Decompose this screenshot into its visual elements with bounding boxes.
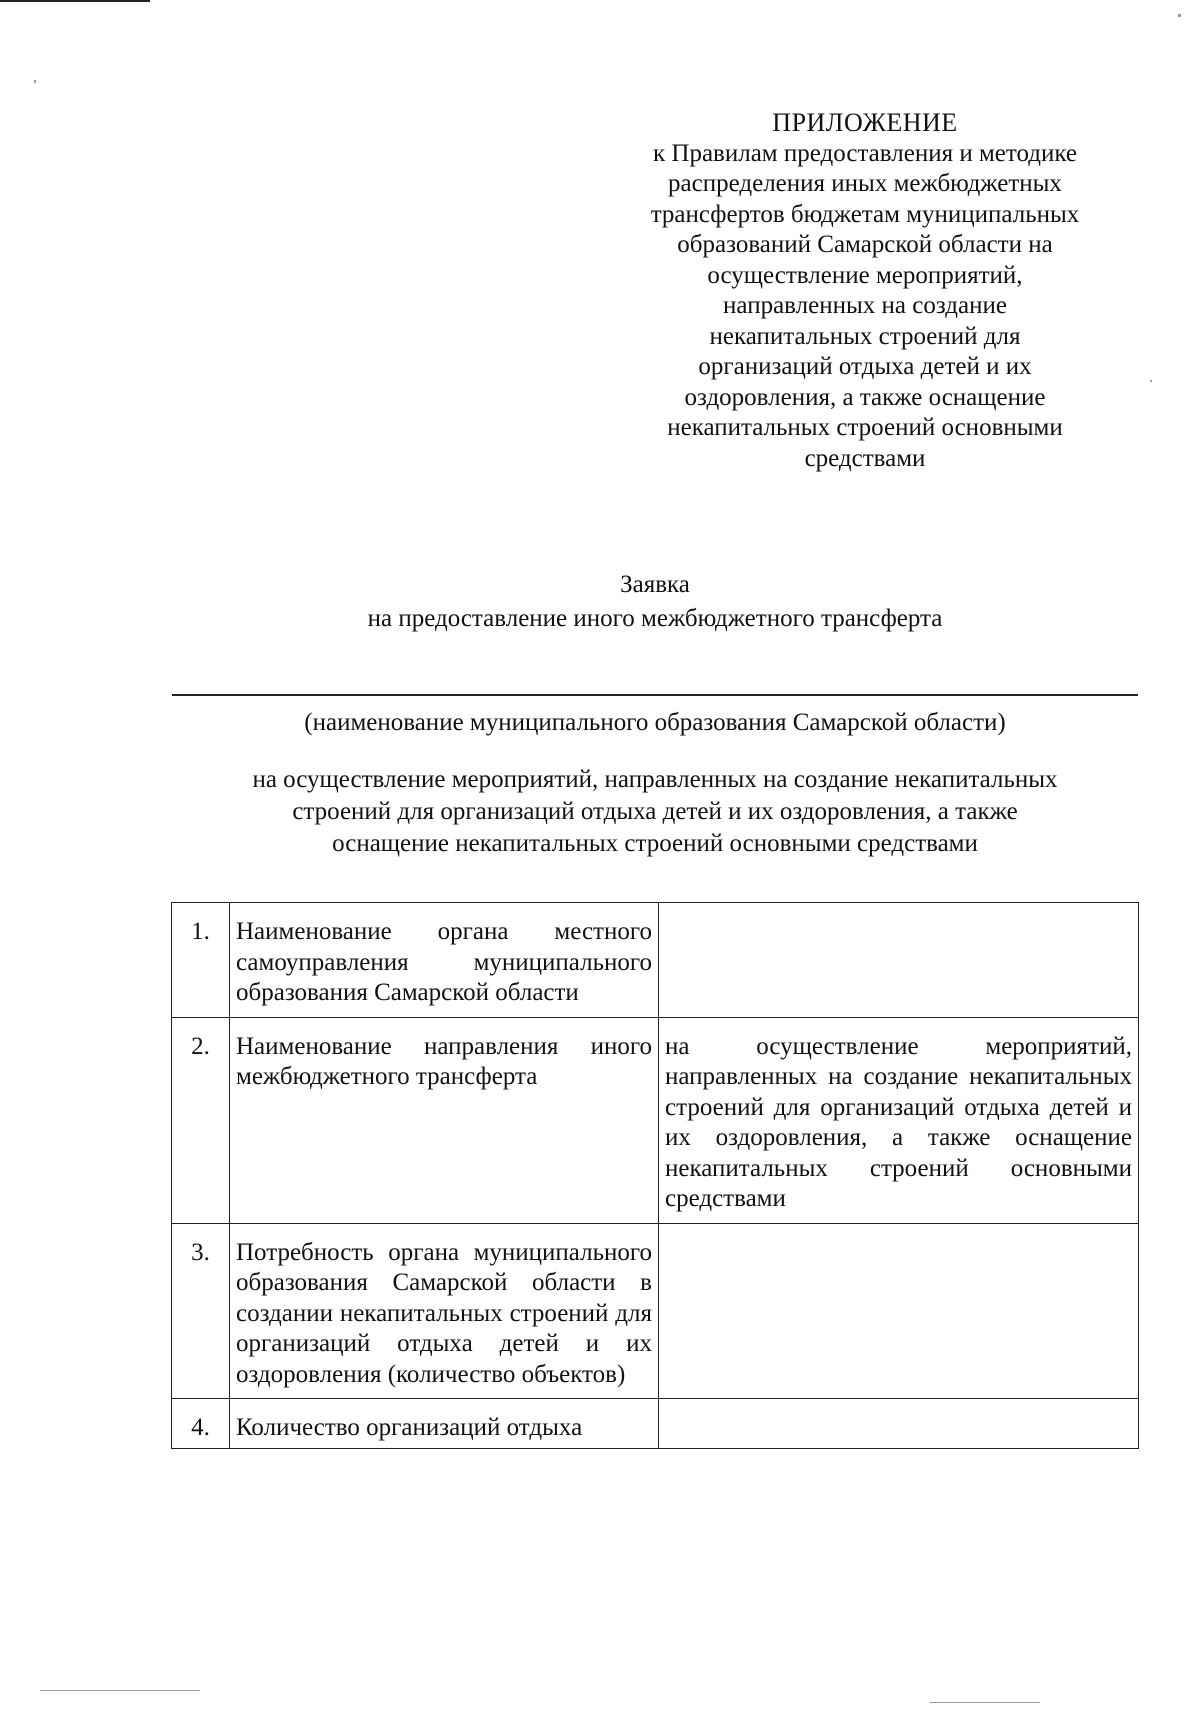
scan-speck xyxy=(34,80,36,83)
appendix-line: оздоровления, а также оснащение xyxy=(684,383,1046,411)
row-number: 1. xyxy=(172,903,230,1018)
row-name: Наименование органа местного самоуправления муниципального образования Самарской области xyxy=(230,903,659,1018)
appendix-line: к Правилам предоставления и методике xyxy=(653,139,1077,167)
municipality-caption: (наименование муниципального образования Самарской области) xyxy=(304,709,1006,736)
purpose-line: строений для организаций отдыха детей и их оздоровления, а также xyxy=(292,798,1018,825)
application-heading xyxy=(0,568,1200,636)
row-name: Количество организаций отдыха xyxy=(230,1399,659,1449)
appendix-line: направленных на создание xyxy=(723,292,1007,319)
appendix-line: распределения иных межбюджетных xyxy=(668,170,1062,197)
scan-speck xyxy=(40,1690,200,1691)
table-row xyxy=(172,903,1139,1018)
row-number: 3. xyxy=(172,1223,230,1399)
scan-speck xyxy=(930,1702,1040,1703)
table-row xyxy=(172,1399,1139,1449)
appendix-header xyxy=(630,108,1100,474)
scan-top-rule xyxy=(0,0,150,2)
purpose-line: оснащение некапитальных строений основными средствами xyxy=(332,830,978,857)
appendix-line: средствами xyxy=(804,444,926,472)
application-table xyxy=(171,902,1139,1449)
row-name: Потребность органа муниципального образования Самарской области в создании некапитальных строений для организаций отдыха детей и их оздоровления (количество объектов) xyxy=(230,1223,659,1399)
purpose-text xyxy=(172,764,1138,860)
appendix-line: некапитальных строений для xyxy=(709,322,1021,350)
table-row xyxy=(172,1223,1139,1399)
row-value: на осуществление мероприятий, направленных на создание некапитальных строений для организаций отдыха детей и их оздоровления, а также оснащение некапитальных строений основными средствами xyxy=(659,1017,1139,1223)
row-value xyxy=(659,1399,1139,1449)
application-subtitle: на предоставление иного межбюджетного трансферта xyxy=(367,605,943,632)
row-number: 2. xyxy=(172,1017,230,1223)
scan-speck xyxy=(1150,380,1152,382)
row-value xyxy=(659,1223,1139,1399)
appendix-line: некапитальных строений основными xyxy=(667,414,1063,441)
appendix-line: образований Самарской области на xyxy=(677,231,1053,258)
scan-speck xyxy=(1178,14,1181,17)
appendix-line: организаций отдыха детей и их xyxy=(698,353,1032,380)
appendix-line: осуществление мероприятий, xyxy=(707,261,1023,289)
table-row xyxy=(172,1017,1139,1223)
appendix-title: ПРИЛОЖЕНИЕ xyxy=(772,108,958,137)
row-number: 4. xyxy=(172,1399,230,1449)
application-title: Заявка xyxy=(620,571,690,598)
purpose-line: на осуществление мероприятий, направленных на создание некапитальных xyxy=(252,766,1058,793)
municipality-fill-line xyxy=(172,694,1138,696)
appendix-line: трансфертов бюджетам муниципальных xyxy=(650,200,1080,228)
row-name: Наименование направления иного межбюджетного трансферта xyxy=(230,1017,659,1223)
row-value xyxy=(659,903,1139,1018)
